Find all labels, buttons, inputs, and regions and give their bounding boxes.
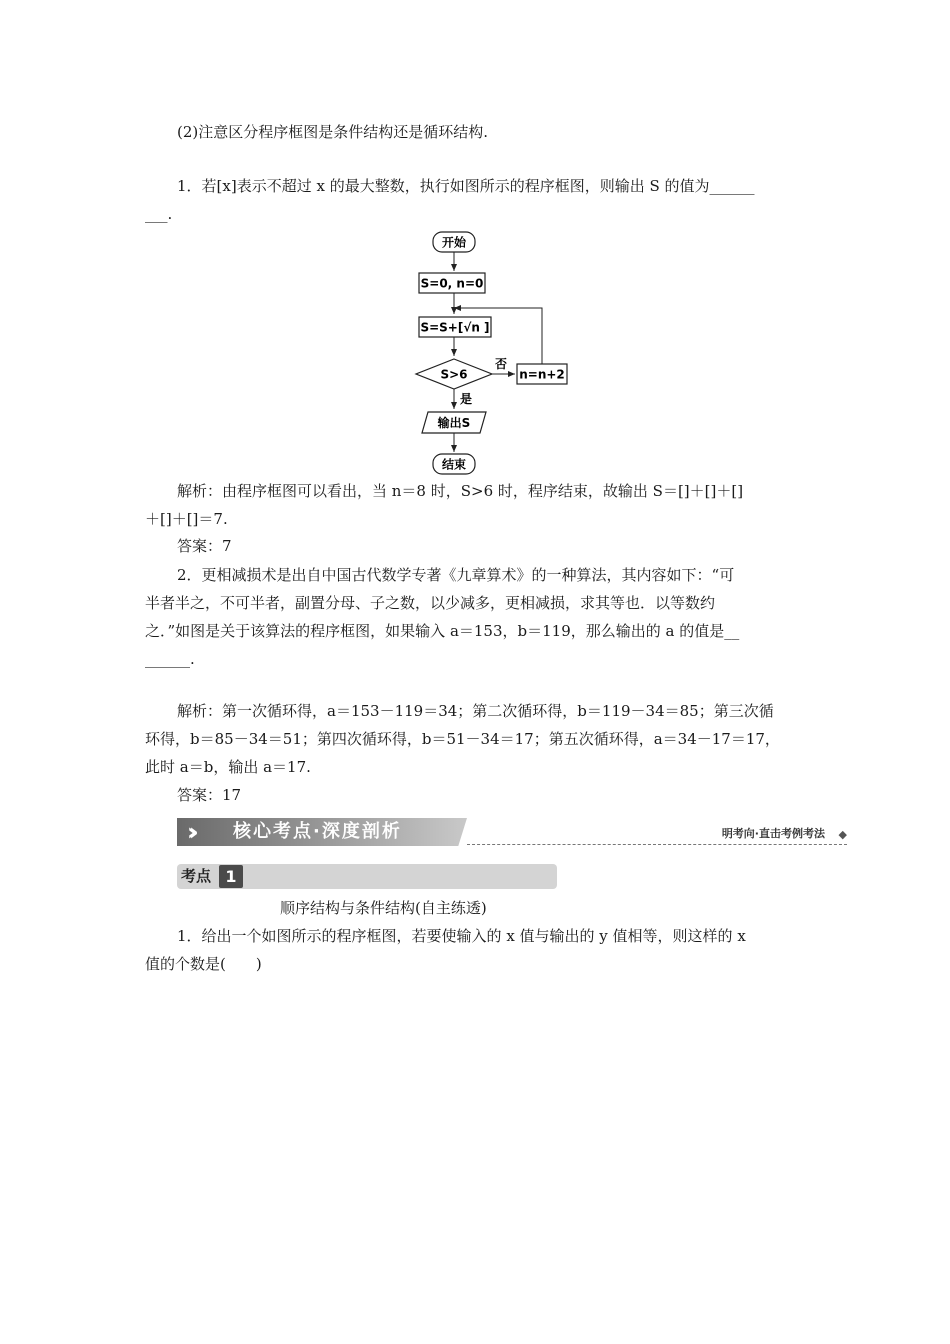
flow-no-label: 否: [495, 357, 508, 371]
analysis-2-line-2: 环得，b＝85－34＝51；第四次循环得，b＝51－34＝17；第五次循环得，a＝34－17＝17，: [145, 730, 780, 748]
kaodian-number: 1: [219, 865, 243, 888]
analysis-1-line-1: 解析：由程序框图可以看出，当 n＝8 时，S>6 时，程序结束，故输出 S＝[]＋[]＋[]: [177, 482, 744, 500]
flow-update-text: S=S+[√n ]: [420, 320, 490, 335]
banner-divider: [467, 844, 847, 845]
answer-2: 答案：17: [177, 786, 242, 804]
topic-heading: 顺序结构与条件结构(自主练透): [280, 899, 487, 917]
banner-title: 核心考点·深度剖析: [233, 821, 402, 842]
question-3-line-2: 值的个数是( ): [145, 955, 262, 973]
answer-1: 答案：7: [177, 537, 232, 555]
flow-init-text: S=0, n=0: [420, 276, 484, 291]
question-2-line-2: 半者半之，不可半者，副置分母、子之数，以少减多，更相减损，求其等也．以等数约: [145, 594, 716, 612]
question-3-line-1: 1．给出一个如图所示的程序框图，若要使输入的 x 值与输出的 y 值相等，则这样的 x: [177, 927, 746, 945]
kaodian-label: 考点: [181, 867, 212, 885]
analysis-2-line-3: 此时 a＝b，输出 a＝17.: [145, 758, 311, 776]
analysis-1-line-2: ＋[]＋[]＝7.: [145, 510, 228, 528]
question-2-line-1: 2．更相减损术是出自中国古代数学专著《九章算术》的一种算法，其内容如下：“可: [177, 566, 735, 584]
flow-output-text: 输出S: [437, 416, 471, 430]
note-line: (2)注意区分程序框图是条件结构还是循环结构.: [177, 123, 489, 141]
analysis-2-line-1: 解析：第一次循环得，a＝153－119＝34；第二次循环得，b＝119－34＝85；第三次循: [177, 702, 774, 720]
flowchart-diagram: [410, 228, 590, 480]
chevron-double-icon: ››: [187, 818, 191, 846]
flow-condition-text: S>6: [440, 367, 468, 382]
flowchart-svg: [410, 228, 590, 480]
question-2-line-3: 之．”如图是关于该算法的程序框图，如果输入 a＝153，b＝119，那么输出的 a 的值是__: [145, 622, 740, 640]
diamond-icon: ◆: [838, 828, 847, 841]
question-1-blank: ___.: [145, 205, 173, 223]
section-banner: [177, 818, 849, 850]
flow-start-text: 开始: [441, 235, 467, 250]
flow-end-text: 结束: [441, 457, 467, 472]
banner-subtitle: 明考向·直击考例考法: [721, 827, 825, 840]
flow-step-text: n=n+2: [519, 367, 565, 382]
question-2-blank: ______.: [145, 650, 195, 668]
question-1-text: 1．若[x]表示不超过 x 的最大整数，执行如图所示的程序框图，则输出 S 的值为______: [177, 177, 755, 195]
flow-yes-label: 是: [460, 392, 473, 406]
